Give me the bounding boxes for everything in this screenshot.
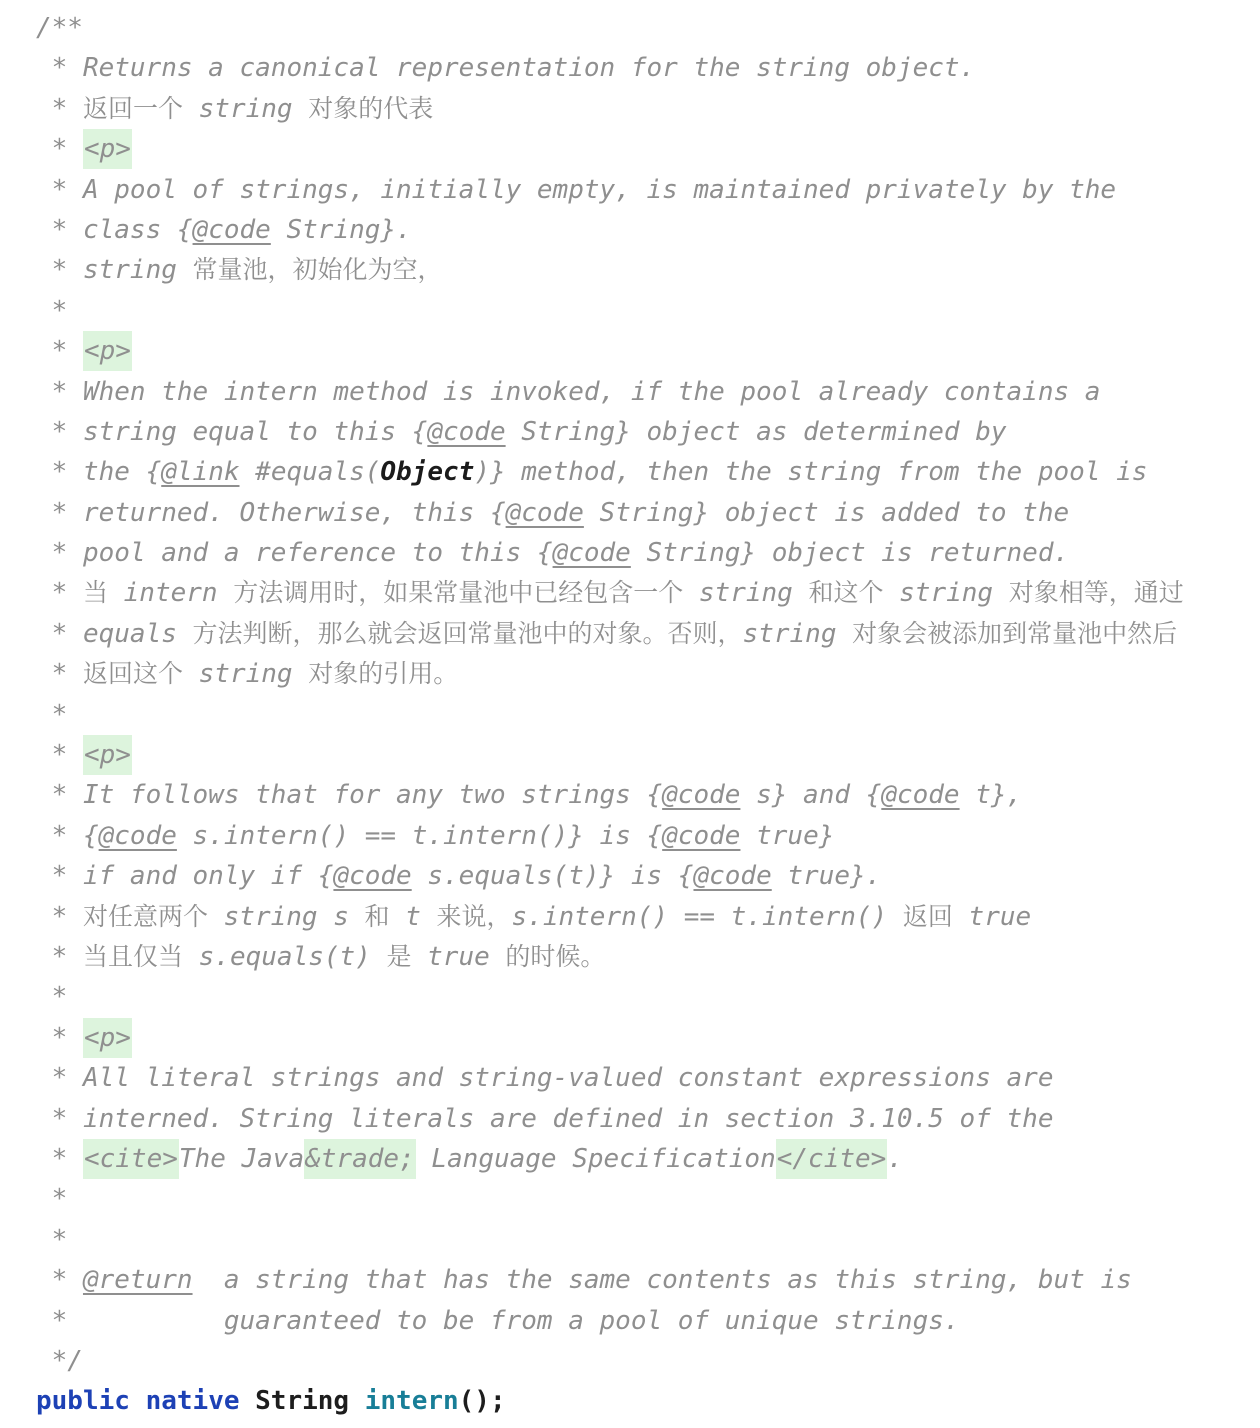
code-line [36,1099,1260,1139]
comment-text: * [36,134,83,165]
code-line [36,452,1260,492]
comment-text-cjk: 来说， [436,901,512,931]
code-line [36,493,1260,533]
html-tag-highlight: <p> [83,129,132,169]
comment-text-cjk: 对任意两个 [82,901,208,931]
comment-text-cjk: 对象相等，通过 [1008,578,1184,608]
comment-text: * guaranteed to be from a pool of unique strings. [36,1305,960,1336]
comment-text: Language Specification [415,1143,776,1174]
comment-text: string [182,93,309,124]
comment-text: * [36,740,83,771]
comment-text-cjk: 对象会被添加到常量池中然后 [852,618,1178,648]
class-reference: Object [380,457,475,488]
comment-text: t}, [959,780,1023,811]
code-line [36,533,1260,573]
comment-text: string [883,578,1009,609]
javadoc-tag: @code [881,780,960,811]
comment-text: * [36,1184,68,1215]
code-line [36,412,1260,452]
comment-text-cjk: 方法调用时，如果常量池中已经包含一个 [233,578,684,608]
comment-text: s.intern() == t.intern() [511,901,903,932]
comment-text: * [36,901,83,932]
comment-text: #equals( [239,457,381,488]
code-line [36,573,1260,613]
code-line [36,775,1260,815]
code-line [36,1179,1260,1219]
comment-text-cjk: 的时候。 [505,941,606,971]
code-line [36,897,1260,937]
comment-text: /** [36,13,83,43]
comment-text: )} method, then the string from the pool is [474,457,1148,488]
comment-text: * [36,659,83,690]
comment-text: true [411,941,506,972]
comment-text: . [887,1143,903,1174]
code-line [36,937,1260,977]
comment-text-cjk: 当且仅当 [82,941,183,971]
comment-text-cjk: 对象的代表 [308,93,434,123]
comment-text: The Java [178,1143,305,1174]
comment-text: */ [36,1345,83,1376]
comment-text: s} and { [740,780,882,811]
code-line [36,129,1260,169]
code-line [36,250,1260,290]
html-tag-highlight: <p> [83,1018,132,1058]
javadoc-tag: @code [662,780,741,811]
javadoc-tag: @code [505,497,584,528]
comment-text: * [36,336,83,367]
javadoc-tag: @code [333,861,412,892]
code-line [36,1301,1260,1341]
code-line [36,816,1260,856]
html-tag-highlight: <cite> [83,1139,179,1179]
comment-text-cjk: 对象的引用。 [308,659,459,689]
comment-text-cjk: 和这个 [808,578,884,608]
comment-text: * All literal strings and string-valued constant expressions are [36,1063,1054,1094]
javadoc-tag: @code [98,820,177,851]
comment-text: string s [207,901,365,932]
code-line [36,1260,1260,1300]
code-line [36,1139,1260,1179]
code-line [36,1381,1260,1421]
comment-text-cjk: 返回 [902,901,953,931]
code-line [36,856,1260,896]
comment-text: String} object as determined by [505,416,1007,447]
punctuation: (); [458,1386,506,1417]
comment-text: * [36,1022,83,1053]
comment-text: * returned. Otherwise, this { [36,497,506,528]
code-line [36,291,1260,331]
comment-text-cjk: 当 [82,578,108,608]
comment-text-cjk: 是 [386,941,412,971]
comment-text: * [36,1143,83,1174]
comment-text: * { [36,820,99,851]
comment-text: * string equal to this { [36,416,428,447]
comment-text: String}. [270,214,412,245]
comment-text: String} object is added to the [583,497,1070,528]
comment-text: * [36,295,68,326]
code-line [36,735,1260,775]
comment-text: * [36,941,83,972]
comment-text: * pool and a reference to this { [36,538,553,569]
comment-text: * [36,578,83,609]
comment-text: intern [107,578,234,609]
comment-text: * It follows that for any two strings { [36,780,663,811]
comment-text: s.equals(t) [182,941,387,972]
comment-text: * if and only if { [36,861,334,892]
html-tag-highlight: &trade; [304,1139,416,1179]
code-line [36,210,1260,250]
comment-text: t [389,901,437,932]
keyword: public [36,1386,146,1417]
comment-text: s.intern() == t.intern()} is { [176,820,663,851]
comment-text: * [36,1265,83,1296]
code-line [36,654,1260,694]
comment-text: true}. [771,861,882,892]
html-tag-highlight: <p> [83,331,132,371]
type-name: String [255,1386,365,1417]
javadoc-tag: @code [662,820,741,851]
comment-text: String} object is returned. [630,538,1070,569]
comment-text: string [683,578,809,609]
comment-text: * equals [36,618,193,649]
code-line [36,331,1260,371]
html-tag-highlight: </cite> [776,1139,888,1179]
code-line [36,48,1260,88]
javadoc-tag: @link [161,457,240,488]
code-line [36,1220,1260,1260]
comment-text: s.equals(t)} is { [411,861,694,892]
comment-text: * [36,1224,68,1255]
javadoc-tag: @code [693,861,772,892]
comment-text: * When the intern method is invoked, if the pool already contains a [36,376,1101,407]
code-line [36,695,1260,735]
javadoc-tag: @code [552,538,631,569]
javadoc-tag: @code [427,416,506,447]
code-line [36,614,1260,654]
method-name: intern [364,1386,459,1417]
comment-text: * string [36,255,193,286]
code-line [36,1341,1260,1381]
code-line [36,8,1260,48]
comment-text: * class { [36,214,193,245]
comment-text-cjk: 返回这个 [82,659,183,689]
javadoc-tag: @code [192,214,271,245]
html-tag-highlight: <p> [83,735,132,775]
comment-text: * [36,93,83,124]
comment-text: a string that has the same contents as this string, but is [192,1265,1132,1296]
comment-text: string [182,659,309,690]
comment-text: * the { [36,457,162,488]
code-line [36,89,1260,129]
code-line [36,1058,1260,1098]
code-line [36,170,1260,210]
comment-text-cjk: 常量池，初始化为空， [192,255,443,285]
comment-text: * Returns a canonical representation for the string object. [36,53,976,84]
comment-text: * [36,699,68,730]
javadoc-tag: @return [82,1265,193,1296]
code-line [36,1018,1260,1058]
comment-text: * A pool of strings, initially empty, is maintained privately by the [36,174,1117,205]
comment-text: * interned. String literals are defined in section 3.10.5 of the [36,1103,1054,1134]
keyword: native [145,1386,256,1417]
comment-text: * [36,982,68,1013]
code-line [36,977,1260,1017]
comment-text-cjk: 和 [364,901,390,931]
comment-text-cjk: 方法判断，那么就会返回常量池中的对象。否则， [192,618,743,648]
comment-text: true} [740,820,835,851]
comment-text-cjk: 返回一个 [82,93,183,123]
comment-text: string [742,618,853,649]
comment-text: true [952,901,1032,932]
code-line [36,372,1260,412]
